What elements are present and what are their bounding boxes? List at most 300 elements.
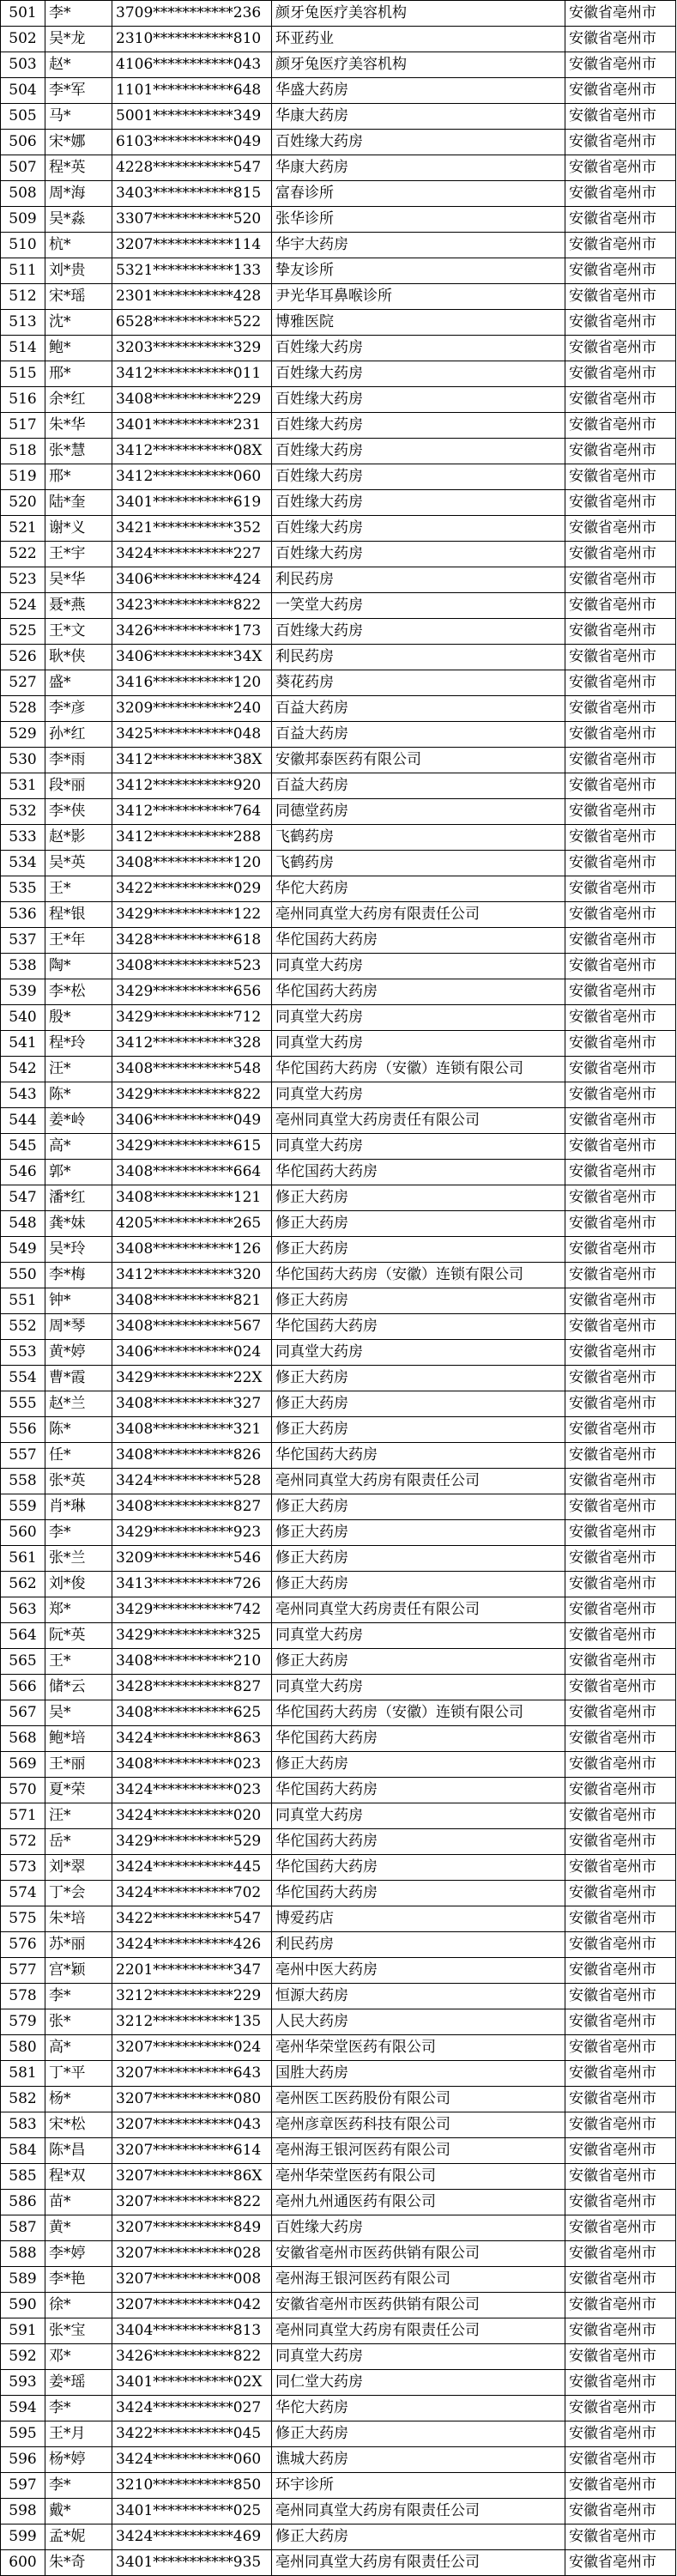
- table-row: [1, 1572, 676, 1597]
- id-number-cell: 3401***********02X: [112, 2370, 272, 2396]
- row-number-cell: 577: [1, 1958, 45, 1984]
- table-row: [1, 1288, 676, 1314]
- row-number-cell: 522: [1, 542, 45, 567]
- name-cell: 吴*英: [45, 851, 112, 876]
- name-cell: 李*梅: [45, 1263, 112, 1288]
- row-number-cell: 579: [1, 2009, 45, 2035]
- pharmacy-name-cell: 华佗国药大药房: [272, 1160, 565, 1185]
- id-number-cell: 3426***********822: [112, 2344, 272, 2370]
- table-row: [1, 336, 676, 361]
- row-number-cell: 533: [1, 825, 45, 851]
- name-cell: 沈*: [45, 310, 112, 336]
- name-cell: 李*彦: [45, 696, 112, 722]
- name-cell: 陶*: [45, 954, 112, 979]
- pharmacy-name-cell: 亳州九州通医药有限公司: [272, 2190, 565, 2215]
- region-cell: 安徽省亳州市: [565, 542, 676, 567]
- name-cell: 孙*红: [45, 722, 112, 748]
- region-cell: 安徽省亳州市: [565, 2267, 676, 2293]
- pharmacy-name-cell: 亳州同真堂大药房有限责任公司: [272, 2318, 565, 2344]
- region-cell: 安徽省亳州市: [565, 284, 676, 310]
- pharmacy-name-cell: 安徽邦泰医药有限公司: [272, 748, 565, 773]
- table-row: [1, 1134, 676, 1160]
- table-row: [1, 1829, 676, 1855]
- region-cell: 安徽省亳州市: [565, 490, 676, 516]
- region-cell: 安徽省亳州市: [565, 2499, 676, 2524]
- pharmacy-name-cell: 同真堂大药房: [272, 1134, 565, 1160]
- table-row: [1, 1726, 676, 1752]
- pharmacy-name-cell: 同真堂大药房: [272, 1005, 565, 1031]
- table-row: [1, 1237, 676, 1263]
- id-number-cell: 3207***********822: [112, 2190, 272, 2215]
- table-row: [1, 52, 676, 78]
- table-row: [1, 1057, 676, 1082]
- table-row: [1, 27, 676, 52]
- id-number-cell: 5001***********349: [112, 104, 272, 130]
- region-cell: 安徽省亳州市: [565, 155, 676, 181]
- id-number-cell: 3408***********120: [112, 851, 272, 876]
- pharmacy-name-cell: 亳州中医大药房: [272, 1958, 565, 1984]
- pharmacy-name-cell: 华宇大药房: [272, 233, 565, 258]
- table-row: [1, 2293, 676, 2318]
- row-number-cell: 529: [1, 722, 45, 748]
- row-number-cell: 566: [1, 1675, 45, 1700]
- pharmacy-name-cell: 同真堂大药房: [272, 1031, 565, 1057]
- row-number-cell: 502: [1, 27, 45, 52]
- id-number-cell: 3401***********935: [112, 2550, 272, 2576]
- pharmacy-name-cell: 博爱药店: [272, 1906, 565, 1932]
- id-number-cell: 3406***********424: [112, 567, 272, 593]
- pharmacy-name-cell: 环宇诊所: [272, 2473, 565, 2499]
- table-row: [1, 1932, 676, 1958]
- pharmacy-name-cell: 同真堂大药房: [272, 954, 565, 979]
- id-number-cell: 3408***********567: [112, 1314, 272, 1340]
- row-number-cell: 530: [1, 748, 45, 773]
- row-number-cell: 593: [1, 2370, 45, 2396]
- pharmacy-name-cell: 飞鹤药房: [272, 851, 565, 876]
- table-row: [1, 1700, 676, 1726]
- name-cell: 朱*华: [45, 413, 112, 439]
- id-number-cell: 3408***********821: [112, 1288, 272, 1314]
- id-number-cell: 3408***********321: [112, 1417, 272, 1443]
- id-number-cell: 3307***********520: [112, 207, 272, 233]
- pharmacy-name-cell: 华佗国药大药房: [272, 1726, 565, 1752]
- table-row: [1, 2190, 676, 2215]
- id-number-cell: 3408***********327: [112, 1391, 272, 1417]
- table-row: [1, 645, 676, 670]
- table-row: [1, 1263, 676, 1288]
- region-cell: 安徽省亳州市: [565, 1906, 676, 1932]
- name-cell: 陈*昌: [45, 2138, 112, 2164]
- region-cell: 安徽省亳州市: [565, 1160, 676, 1185]
- id-number-cell: 3413***********726: [112, 1572, 272, 1597]
- name-cell: 吴*华: [45, 567, 112, 593]
- name-cell: 张*英: [45, 1469, 112, 1494]
- region-cell: 安徽省亳州市: [565, 2550, 676, 2576]
- region-cell: 安徽省亳州市: [565, 1984, 676, 2009]
- pharmacy-name-cell: 飞鹤药房: [272, 825, 565, 851]
- name-cell: 赵*兰: [45, 1391, 112, 1417]
- pharmacy-name-cell: 颜牙兔医疗美容机构: [272, 1, 565, 27]
- pharmacy-name-cell: 利民药房: [272, 567, 565, 593]
- name-cell: 邢*: [45, 361, 112, 387]
- table-row: [1, 2061, 676, 2087]
- row-number-cell: 511: [1, 258, 45, 284]
- name-cell: 邓*: [45, 2344, 112, 2370]
- region-cell: 安徽省亳州市: [565, 645, 676, 670]
- name-cell: 杨*婷: [45, 2447, 112, 2473]
- id-number-cell: 4106***********043: [112, 52, 272, 78]
- row-number-cell: 595: [1, 2421, 45, 2447]
- name-cell: 钟*: [45, 1288, 112, 1314]
- name-cell: 李*: [45, 2396, 112, 2421]
- id-number-cell: 3429***********742: [112, 1597, 272, 1623]
- id-number-cell: 3429***********923: [112, 1520, 272, 1546]
- row-number-cell: 523: [1, 567, 45, 593]
- table-row: [1, 2473, 676, 2499]
- table-row: [1, 155, 676, 181]
- id-number-cell: 3207***********043: [112, 2112, 272, 2138]
- pharmacy-name-cell: 修正大药房: [272, 1752, 565, 1778]
- name-cell: 刘*贵: [45, 258, 112, 284]
- region-cell: 安徽省亳州市: [565, 619, 676, 645]
- row-number-cell: 531: [1, 773, 45, 799]
- row-number-cell: 572: [1, 1829, 45, 1855]
- row-number-cell: 541: [1, 1031, 45, 1057]
- name-cell: 殷*: [45, 1005, 112, 1031]
- table-row: [1, 902, 676, 928]
- row-number-cell: 596: [1, 2447, 45, 2473]
- table-row: [1, 516, 676, 542]
- name-cell: 王*年: [45, 928, 112, 954]
- id-number-cell: 1101***********648: [112, 78, 272, 104]
- name-cell: 程*双: [45, 2164, 112, 2190]
- row-number-cell: 591: [1, 2318, 45, 2344]
- id-number-cell: 3203***********329: [112, 336, 272, 361]
- row-number-cell: 565: [1, 1649, 45, 1675]
- table-row: [1, 1185, 676, 1211]
- pharmacy-name-cell: 国胜大药房: [272, 2061, 565, 2087]
- pharmacy-name-cell: 华佗国药大药房: [272, 1778, 565, 1803]
- name-cell: 任*: [45, 1443, 112, 1469]
- region-cell: 安徽省亳州市: [565, 516, 676, 542]
- pharmacy-name-cell: 亳州华荣堂医药有限公司: [272, 2164, 565, 2190]
- id-number-cell: 3408***********023: [112, 1752, 272, 1778]
- id-number-cell: 3412***********288: [112, 825, 272, 851]
- name-cell: 杭*: [45, 233, 112, 258]
- region-cell: 安徽省亳州市: [565, 1237, 676, 1263]
- row-number-cell: 503: [1, 52, 45, 78]
- row-number-cell: 516: [1, 387, 45, 413]
- pharmacy-name-cell: 同德堂药房: [272, 799, 565, 825]
- name-cell: 张*慧: [45, 439, 112, 464]
- pharmacy-name-cell: 百姓缘大药房: [272, 619, 565, 645]
- row-number-cell: 543: [1, 1082, 45, 1108]
- name-cell: 王*丽: [45, 1752, 112, 1778]
- table-row: [1, 78, 676, 104]
- region-cell: 安徽省亳州市: [565, 1366, 676, 1391]
- id-number-cell: 3412***********38X: [112, 748, 272, 773]
- region-cell: 安徽省亳州市: [565, 1546, 676, 1572]
- region-cell: 安徽省亳州市: [565, 2318, 676, 2344]
- name-cell: 苏*丽: [45, 1932, 112, 1958]
- row-number-cell: 519: [1, 464, 45, 490]
- name-cell: 余*红: [45, 387, 112, 413]
- pharmacy-name-cell: 华佗大药房: [272, 876, 565, 902]
- table-row: [1, 310, 676, 336]
- pharmacy-name-cell: 亳州同真堂大药房责任有限公司: [272, 1108, 565, 1134]
- id-number-cell: 3401***********025: [112, 2499, 272, 2524]
- id-number-cell: 3428***********618: [112, 928, 272, 954]
- name-cell: 丁*会: [45, 1881, 112, 1906]
- pharmacy-name-cell: 百姓缘大药房: [272, 361, 565, 387]
- name-cell: 李*: [45, 1520, 112, 1546]
- id-number-cell: 4205***********265: [112, 1211, 272, 1237]
- id-number-cell: 3412***********060: [112, 464, 272, 490]
- table-row: [1, 542, 676, 567]
- table-row: [1, 1803, 676, 1829]
- table-row: [1, 748, 676, 773]
- row-number-cell: 546: [1, 1160, 45, 1185]
- region-cell: 安徽省亳州市: [565, 413, 676, 439]
- region-cell: 安徽省亳州市: [565, 1700, 676, 1726]
- pharmacy-name-cell: 葵花药房: [272, 670, 565, 696]
- row-number-cell: 580: [1, 2035, 45, 2061]
- table-row: [1, 2087, 676, 2112]
- region-cell: 安徽省亳州市: [565, 1932, 676, 1958]
- pharmacy-name-cell: 百姓缘大药房: [272, 130, 565, 155]
- id-number-cell: 3412***********08X: [112, 439, 272, 464]
- region-cell: 安徽省亳州市: [565, 1520, 676, 1546]
- region-cell: 安徽省亳州市: [565, 78, 676, 104]
- table-row: [1, 2396, 676, 2421]
- region-cell: 安徽省亳州市: [565, 2009, 676, 2035]
- region-cell: 安徽省亳州市: [565, 1494, 676, 1520]
- pharmacy-name-cell: 同真堂大药房: [272, 1623, 565, 1649]
- pharmacy-name-cell: 利民药房: [272, 1932, 565, 1958]
- row-number-cell: 542: [1, 1057, 45, 1082]
- row-number-cell: 567: [1, 1700, 45, 1726]
- name-cell: 孟*妮: [45, 2524, 112, 2550]
- table-row: [1, 1649, 676, 1675]
- table-row: [1, 979, 676, 1005]
- table-row: [1, 799, 676, 825]
- table-row: [1, 1855, 676, 1881]
- name-cell: 郭*: [45, 1160, 112, 1185]
- region-cell: 安徽省亳州市: [565, 207, 676, 233]
- row-number-cell: 590: [1, 2293, 45, 2318]
- pharmacy-name-cell: 亳州同真堂大药房有限责任公司: [272, 1469, 565, 1494]
- row-number-cell: 520: [1, 490, 45, 516]
- table-row: [1, 825, 676, 851]
- region-cell: 安徽省亳州市: [565, 1340, 676, 1366]
- id-number-cell: 3212***********229: [112, 1984, 272, 2009]
- table-row: [1, 1597, 676, 1623]
- pharmacy-name-cell: 华佗国药大药房: [272, 1314, 565, 1340]
- pharmacy-name-cell: 百姓缘大药房: [272, 516, 565, 542]
- row-number-cell: 510: [1, 233, 45, 258]
- table-row: [1, 104, 676, 130]
- region-cell: 安徽省亳州市: [565, 1623, 676, 1649]
- name-cell: 吴*龙: [45, 27, 112, 52]
- row-number-cell: 527: [1, 670, 45, 696]
- name-cell: 李*雨: [45, 748, 112, 773]
- row-number-cell: 505: [1, 104, 45, 130]
- region-cell: 安徽省亳州市: [565, 2061, 676, 2087]
- region-cell: 安徽省亳州市: [565, 1675, 676, 1700]
- id-number-cell: 3412***********011: [112, 361, 272, 387]
- table-row: [1, 954, 676, 979]
- row-number-cell: 512: [1, 284, 45, 310]
- pharmacy-name-cell: 博雅医院: [272, 310, 565, 336]
- region-cell: 安徽省亳州市: [565, 2293, 676, 2318]
- id-number-cell: 3408***********664: [112, 1160, 272, 1185]
- row-number-cell: 550: [1, 1263, 45, 1288]
- id-number-cell: 3207***********042: [112, 2293, 272, 2318]
- row-number-cell: 586: [1, 2190, 45, 2215]
- id-number-cell: 3207***********643: [112, 2061, 272, 2087]
- id-number-cell: 3408***********210: [112, 1649, 272, 1675]
- region-cell: 安徽省亳州市: [565, 1031, 676, 1057]
- table-row: [1, 1082, 676, 1108]
- region-cell: 安徽省亳州市: [565, 336, 676, 361]
- name-cell: 戴*: [45, 2499, 112, 2524]
- table-row: [1, 1958, 676, 1984]
- table-row: [1, 2035, 676, 2061]
- pharmacy-name-cell: 华佗国药大药房（安徽）连锁有限公司: [272, 1700, 565, 1726]
- id-number-cell: 3424***********863: [112, 1726, 272, 1752]
- pharmacy-name-cell: 亳州海王银河医药有限公司: [272, 2138, 565, 2164]
- name-cell: 张*: [45, 2009, 112, 2035]
- pharmacy-name-cell: 百姓缘大药房: [272, 336, 565, 361]
- table-row: [1, 1, 676, 27]
- pharmacy-name-cell: 华康大药房: [272, 104, 565, 130]
- region-cell: 安徽省亳州市: [565, 1391, 676, 1417]
- region-cell: 安徽省亳州市: [565, 387, 676, 413]
- region-cell: 安徽省亳州市: [565, 773, 676, 799]
- table-row: [1, 361, 676, 387]
- row-number-cell: 517: [1, 413, 45, 439]
- table-row: [1, 2318, 676, 2344]
- name-cell: 宋*松: [45, 2112, 112, 2138]
- region-cell: 安徽省亳州市: [565, 954, 676, 979]
- pharmacy-name-cell: 修正大药房: [272, 1494, 565, 1520]
- name-cell: 赵*: [45, 52, 112, 78]
- table-row: [1, 130, 676, 155]
- row-number-cell: 559: [1, 1494, 45, 1520]
- id-number-cell: 3404***********813: [112, 2318, 272, 2344]
- id-number-cell: 3207***********028: [112, 2241, 272, 2267]
- table-row: [1, 2138, 676, 2164]
- pharmacy-name-cell: 修正大药房: [272, 1288, 565, 1314]
- pharmacy-name-cell: 华佗国药大药房: [272, 979, 565, 1005]
- region-cell: 安徽省亳州市: [565, 1314, 676, 1340]
- name-cell: 李*: [45, 1, 112, 27]
- region-cell: 安徽省亳州市: [565, 2215, 676, 2241]
- id-number-cell: 2301***********428: [112, 284, 272, 310]
- name-cell: 吴*玲: [45, 1237, 112, 1263]
- region-cell: 安徽省亳州市: [565, 1649, 676, 1675]
- region-cell: 安徽省亳州市: [565, 2370, 676, 2396]
- region-cell: 安徽省亳州市: [565, 310, 676, 336]
- table-row: [1, 1366, 676, 1391]
- region-cell: 安徽省亳州市: [565, 2138, 676, 2164]
- table-row: [1, 696, 676, 722]
- name-cell: 王*宇: [45, 542, 112, 567]
- id-number-cell: 3429***********22X: [112, 1366, 272, 1391]
- pharmacy-name-cell: 百姓缘大药房: [272, 413, 565, 439]
- pharmacy-name-cell: 修正大药房: [272, 1211, 565, 1237]
- row-number-cell: 588: [1, 2241, 45, 2267]
- table-row: [1, 2370, 676, 2396]
- name-cell: 盛*: [45, 670, 112, 696]
- name-cell: 马*: [45, 104, 112, 130]
- row-number-cell: 563: [1, 1597, 45, 1623]
- id-number-cell: 3424***********469: [112, 2524, 272, 2550]
- table-row: [1, 1108, 676, 1134]
- pharmacy-name-cell: 华佗国药大药房: [272, 928, 565, 954]
- row-number-cell: 526: [1, 645, 45, 670]
- row-number-cell: 585: [1, 2164, 45, 2190]
- id-number-cell: 3207***********024: [112, 2035, 272, 2061]
- id-number-cell: 3207***********86X: [112, 2164, 272, 2190]
- region-cell: 安徽省亳州市: [565, 2421, 676, 2447]
- pharmacy-name-cell: 亳州同真堂大药房有限责任公司: [272, 2550, 565, 2576]
- table-row: [1, 722, 676, 748]
- name-cell: 鲍*培: [45, 1726, 112, 1752]
- name-cell: 赵*影: [45, 825, 112, 851]
- id-number-cell: 3424***********027: [112, 2396, 272, 2421]
- table-row: [1, 1314, 676, 1340]
- name-cell: 周*海: [45, 181, 112, 207]
- region-cell: 安徽省亳州市: [565, 670, 676, 696]
- row-number-cell: 583: [1, 2112, 45, 2138]
- id-number-cell: 3207***********008: [112, 2267, 272, 2293]
- table-row: [1, 1211, 676, 1237]
- table-row: [1, 233, 676, 258]
- row-number-cell: 571: [1, 1803, 45, 1829]
- name-cell: 姜*岭: [45, 1108, 112, 1134]
- region-cell: 安徽省亳州市: [565, 1597, 676, 1623]
- region-cell: 安徽省亳州市: [565, 2164, 676, 2190]
- name-cell: 宫*颖: [45, 1958, 112, 1984]
- table-row: [1, 928, 676, 954]
- pharmacy-name-cell: 华佗国药大药房: [272, 1855, 565, 1881]
- row-number-cell: 556: [1, 1417, 45, 1443]
- pharmacy-name-cell: 华佗国药大药房: [272, 1829, 565, 1855]
- pharmacy-name-cell: 修正大药房: [272, 1520, 565, 1546]
- name-cell: 吴*: [45, 1700, 112, 1726]
- row-number-cell: 536: [1, 902, 45, 928]
- id-number-cell: 3403***********815: [112, 181, 272, 207]
- name-cell: 程*玲: [45, 1031, 112, 1057]
- region-cell: 安徽省亳州市: [565, 130, 676, 155]
- table-row: [1, 1340, 676, 1366]
- id-number-cell: 3207***********849: [112, 2215, 272, 2241]
- region-cell: 安徽省亳州市: [565, 1288, 676, 1314]
- region-cell: 安徽省亳州市: [565, 464, 676, 490]
- row-number-cell: 570: [1, 1778, 45, 1803]
- name-cell: 肖*琳: [45, 1494, 112, 1520]
- id-number-cell: 3429***********529: [112, 1829, 272, 1855]
- id-number-cell: 3412***********764: [112, 799, 272, 825]
- table-row: [1, 2112, 676, 2138]
- name-cell: 刘*俊: [45, 1572, 112, 1597]
- table-row: [1, 1469, 676, 1494]
- name-cell: 邢*: [45, 464, 112, 490]
- region-cell: 安徽省亳州市: [565, 1803, 676, 1829]
- row-number-cell: 509: [1, 207, 45, 233]
- pharmacy-name-cell: 百姓缘大药房: [272, 439, 565, 464]
